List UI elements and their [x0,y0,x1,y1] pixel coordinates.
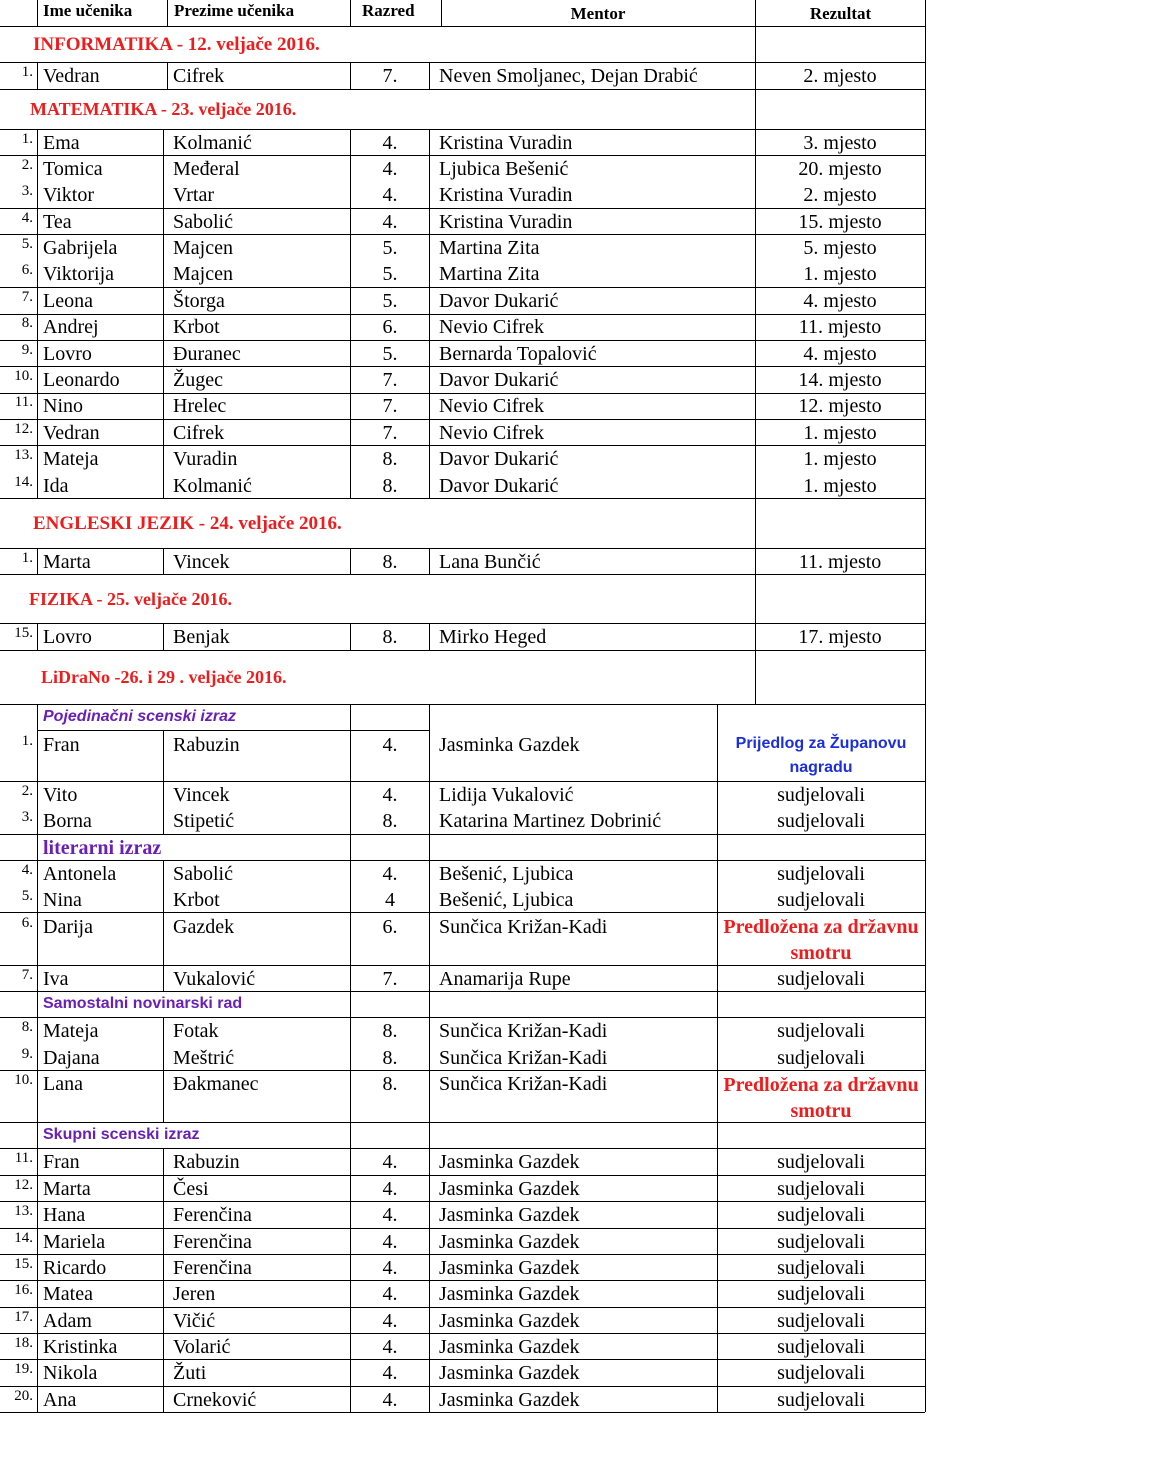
student-first-name: Nikola [43,1362,98,1384]
row-number: 3. [21,183,33,199]
student-first-name: Vedran [43,65,100,87]
student-first-name: Antonela [43,863,117,885]
section-date: - 25. veljače 2016. [92,589,232,609]
grade-level: 7. [382,968,398,990]
student-last-name: Đakmanec [173,1073,259,1095]
result-value: 2. mjesto [803,184,877,206]
student-last-name: Kolmanić [173,475,252,497]
result-value: 11. mjesto [798,551,882,573]
grade-level: 6. [382,316,398,338]
result-value: sudjelovali [777,1047,865,1069]
row-number: 7. [21,967,33,983]
student-last-name: Benjak [173,626,230,648]
row-number: 1. [21,550,33,566]
row-number: 9. [21,1046,33,1062]
grade-level: 7. [382,422,398,444]
student-last-name: Česi [173,1178,209,1200]
student-first-name: Marta [43,1178,91,1200]
mentor-name: Nevio Cifrek [439,395,544,417]
mentor-name: Jasminka Gazdek [439,734,580,756]
student-first-name: Leona [43,290,93,312]
section-name: INFORMATIKA [33,34,172,55]
result-value: 3. mjesto [803,132,877,154]
grade-level: 4. [382,132,398,154]
section-title-fizika [29,590,232,608]
mentor-name: Kristina Vuradin [439,184,573,206]
grade-level: 5. [382,263,398,285]
grade-level: 7. [382,395,398,417]
result-value: 11. mjesto [798,316,882,338]
student-last-name: Volarić [173,1336,231,1358]
student-first-name: Viktor [43,184,95,206]
grade-level: 4. [382,1362,398,1384]
student-first-name: Dajana [43,1047,100,1069]
result-value: sudjelovali [777,1231,865,1253]
grade-level: 7. [382,65,398,87]
student-first-name: Mateja [43,1020,99,1042]
section-title-engleski [33,514,342,533]
student-last-name: Sabolić [173,863,233,885]
mentor-name: Bešenić, Ljubica [439,889,574,911]
grade-level: 8. [382,810,398,832]
student-first-name: Marta [43,551,91,573]
row-number: 9. [21,342,33,358]
student-last-name: Fotak [173,1020,219,1042]
result-state-proposal: Predložena za državnu smotru [723,916,919,964]
student-last-name: Vrtar [173,184,214,206]
student-last-name: Vukalović [173,968,256,990]
student-first-name: Mateja [43,448,99,470]
student-first-name: Gabrijela [43,237,118,259]
mentor-name: Sunčica Križan-Kadi [439,1020,608,1042]
student-last-name: Hrelec [173,395,227,417]
section-date: -26. i 29 . veljače 2016. [110,667,287,687]
section-name: ENGLESKI JEZIK [33,513,195,534]
row-number: 13. [14,1203,33,1219]
grade-level: 4. [382,734,398,756]
grade-level: 4. [382,1231,398,1253]
row-number: 13. [14,447,33,463]
section-name: FIZIKA [29,589,93,609]
student-last-name: Kolmanić [173,132,252,154]
result-value: 20. mjesto [798,158,882,180]
student-last-name: Sabolić [173,211,233,233]
student-last-name: Ferenčina [173,1204,252,1226]
student-last-name: Jeren [173,1283,216,1305]
row-number: 4. [21,862,33,878]
student-last-name: Vičić [173,1310,216,1332]
mentor-name: Anamarija Rupe [439,968,571,990]
row-number: 10. [14,1072,33,1088]
result-value: 17. mjesto [798,626,882,648]
student-first-name: Ema [43,132,80,154]
student-first-name: Adam [43,1310,92,1332]
student-last-name: Krbot [173,316,220,338]
mentor-name: Jasminka Gazdek [439,1283,580,1305]
row-number: 4. [21,210,33,226]
result-value: sudjelovali [777,1204,865,1226]
mentor-name: Jasminka Gazdek [439,1362,580,1384]
mentor-name: Jasminka Gazdek [439,1151,580,1173]
section-name: LiDraNo [41,667,110,687]
student-first-name: Nina [43,889,82,911]
row-number: 1. [21,64,33,80]
mentor-name: Jasminka Gazdek [439,1389,580,1411]
student-last-name: Rabuzin [173,734,240,756]
row-number: 5. [21,236,33,252]
student-last-name: Ferenčina [173,1231,252,1253]
mentor-name: Martina Zita [439,263,540,285]
mentor-name: Jasminka Gazdek [439,1178,580,1200]
mentor-name: Jasminka Gazdek [439,1336,580,1358]
result-value: sudjelovali [777,1020,865,1042]
student-first-name: Vito [43,784,78,806]
header-mentor: Mentor [570,4,626,23]
subtitle-skupni: Skupni scenski izraz [43,1126,200,1143]
subtitle-literarni: literarni izraz [43,837,162,859]
row-number: 14. [14,1230,33,1246]
grade-level: 8. [382,1073,398,1095]
grade-level: 8. [382,475,398,497]
student-last-name: Rabuzin [173,1151,240,1173]
mentor-name: Jasminka Gazdek [439,1231,580,1253]
section-title-lidrano [41,668,286,686]
mentor-name: Neven Smoljanec, Dejan Drabić [439,65,698,87]
mentor-name: Bešenić, Ljubica [439,863,574,885]
student-first-name: Leonardo [43,369,120,391]
row-number: 17. [14,1309,33,1325]
student-last-name: Đuranec [173,343,241,365]
row-number: 8. [21,315,33,331]
subtitle-pojedinacni: Pojedinačni scenski izraz [43,708,236,725]
student-first-name: Fran [43,1151,80,1173]
result-value: 14. mjesto [798,369,882,391]
student-first-name: Lana [43,1073,83,1095]
student-first-name: Iva [43,968,69,990]
student-last-name: Krbot [173,889,220,911]
subtitle-novinarski: Samostalni novinarski rad [43,995,243,1012]
student-last-name: Stipetić [173,810,235,832]
grade-level: 4. [382,1283,398,1305]
student-first-name: Nino [43,395,83,417]
student-last-name: Crneković [173,1389,257,1411]
row-number: 10. [14,368,33,384]
student-last-name: Cifrek [173,422,225,444]
grade-level: 4. [382,211,398,233]
mentor-name: Jasminka Gazdek [439,1257,580,1279]
row-number: 3. [21,809,33,825]
result-value: sudjelovali [777,1389,865,1411]
mentor-name: Lana Bunčić [439,551,541,573]
student-first-name: Ana [43,1389,77,1411]
mentor-name: Davor Dukarić [439,448,559,470]
row-number: 11. [14,394,33,410]
student-first-name: Lovro [43,343,92,365]
mentor-name: Ljubica Bešenić [439,158,569,180]
row-number: 15. [14,1256,33,1272]
result-value: sudjelovali [777,863,865,885]
student-first-name: Vedran [43,422,100,444]
mentor-name: Jasminka Gazdek [439,1204,580,1226]
student-first-name: Kristinka [43,1336,118,1358]
result-value: sudjelovali [777,784,865,806]
row-number: 12. [14,421,33,437]
result-value: sudjelovali [777,1257,865,1279]
grade-level: 4. [382,1389,398,1411]
grade-level: 4 [385,889,395,911]
grade-level: 5. [382,343,398,365]
row-number: 19. [14,1361,33,1377]
student-first-name: Tea [43,211,72,233]
grade-level: 7. [382,369,398,391]
result-value: 1. mjesto [803,263,877,285]
grade-level: 8. [382,551,398,573]
mentor-name: Nevio Cifrek [439,316,544,338]
result-value: sudjelovali [777,810,865,832]
result-value: 15. mjesto [798,211,882,233]
header-rezultat: Rezultat [809,4,872,23]
header-prezime: Prezime učenika [174,1,295,20]
grade-level: 4. [382,1151,398,1173]
mentor-name: Nevio Cifrek [439,422,544,444]
result-value: sudjelovali [777,1362,865,1384]
student-first-name: Andrej [43,316,99,338]
student-first-name: Viktorija [43,263,115,285]
mentor-name: Kristina Vuradin [439,132,573,154]
mentor-name: Lidija Vukalović [439,784,574,806]
result-state-proposal: Predložena za državnu smotru [723,1074,919,1122]
student-first-name: Borna [43,810,92,832]
section-date: - 24. veljače 2016. [194,513,342,534]
mentor-name: Sunčica Križan-Kadi [439,1047,608,1069]
row-number: 11. [14,1150,33,1166]
grade-level: 4. [382,1204,398,1226]
student-last-name: Međeral [173,158,240,180]
grade-level: 8. [382,1047,398,1069]
section-date: - 23. veljače 2016. [156,99,297,119]
student-last-name: Meštrić [173,1047,235,1069]
mentor-name: Martina Zita [439,237,540,259]
result-award-proposal: Prijedlog za Županovu nagradu [735,735,907,776]
student-last-name: Štorga [173,290,225,312]
result-value: sudjelovali [777,1178,865,1200]
result-value: 4. mjesto [803,290,877,312]
section-title-matematika [30,100,296,118]
grade-level: 8. [382,1020,398,1042]
student-last-name: Cifrek [173,65,225,87]
result-value: sudjelovali [777,1336,865,1358]
row-number: 20. [14,1388,33,1404]
student-first-name: Tomica [43,158,103,180]
student-first-name: Matea [43,1283,93,1305]
grade-level: 8. [382,626,398,648]
student-last-name: Žugec [173,369,223,391]
result-value: 5. mjesto [803,237,877,259]
student-last-name: Gazdek [173,916,235,938]
section-date: - 12. veljače 2016. [171,34,320,55]
row-number: 12. [14,1177,33,1193]
row-number: 6. [21,915,33,931]
student-last-name: Majcen [173,263,233,285]
section-name: MATEMATIKA [30,99,157,119]
mentor-name: Davor Dukarić [439,290,559,312]
student-first-name: Lovro [43,626,92,648]
result-value: 1. mjesto [803,422,877,444]
mentor-name: Mirko Heged [439,626,547,648]
section-title-informatika [33,35,320,54]
mentor-name: Davor Dukarić [439,475,559,497]
grade-level: 4. [382,863,398,885]
row-number: 15. [14,625,33,641]
mentor-name: Kristina Vuradin [439,211,573,233]
row-number: 6. [21,262,33,278]
result-value: sudjelovali [777,968,865,990]
mentor-name: Sunčica Križan-Kadi [439,916,608,938]
student-first-name: Darija [43,916,93,938]
student-last-name: Vuradin [173,448,238,470]
grade-level: 4. [382,1336,398,1358]
result-value: sudjelovali [777,1283,865,1305]
header-ime: Ime učenika [43,1,133,20]
student-last-name: Vincek [173,551,230,573]
mentor-name: Bernarda Topalović [439,343,597,365]
mentor-name: Sunčica Križan-Kadi [439,1073,608,1095]
row-number: 14. [14,474,33,490]
header-razred: Razred [362,1,415,20]
mentor-name: Jasminka Gazdek [439,1310,580,1332]
grade-level: 8. [382,448,398,470]
row-number: 18. [14,1335,33,1351]
grade-level: 6. [382,916,398,938]
student-last-name: Ferenčina [173,1257,252,1279]
result-value: sudjelovali [777,1310,865,1332]
student-last-name: Majcen [173,237,233,259]
student-first-name: Mariela [43,1231,106,1253]
row-number: 2. [21,783,33,799]
row-number: 16. [14,1282,33,1298]
grade-level: 5. [382,237,398,259]
grade-level: 4. [382,784,398,806]
grade-level: 4. [382,1178,398,1200]
student-last-name: Žuti [173,1362,207,1384]
result-value: 4. mjesto [803,343,877,365]
grade-level: 4. [382,1310,398,1332]
grade-level: 4. [382,1257,398,1279]
row-number: 8. [21,1019,33,1035]
student-last-name: Vincek [173,784,230,806]
mentor-name: Katarina Martinez Dobrinić [439,810,662,832]
row-number: 7. [21,289,33,305]
row-number: 5. [21,888,33,904]
student-first-name: Fran [43,734,80,756]
grade-level: 4. [382,158,398,180]
grade-level: 5. [382,290,398,312]
student-first-name: Hana [43,1204,86,1226]
result-value: 1. mjesto [803,448,877,470]
row-number: 1. [21,733,33,749]
row-number: 1. [21,131,33,147]
result-value: 2. mjesto [803,65,877,87]
result-value: 1. mjesto [803,475,877,497]
result-value: sudjelovali [777,1151,865,1173]
result-value: 12. mjesto [798,395,882,417]
mentor-name: Davor Dukarić [439,369,559,391]
grade-level: 4. [382,184,398,206]
student-first-name: Ricardo [43,1257,107,1279]
result-value: sudjelovali [777,889,865,911]
row-number: 2. [21,157,33,173]
student-first-name: Ida [43,475,69,497]
